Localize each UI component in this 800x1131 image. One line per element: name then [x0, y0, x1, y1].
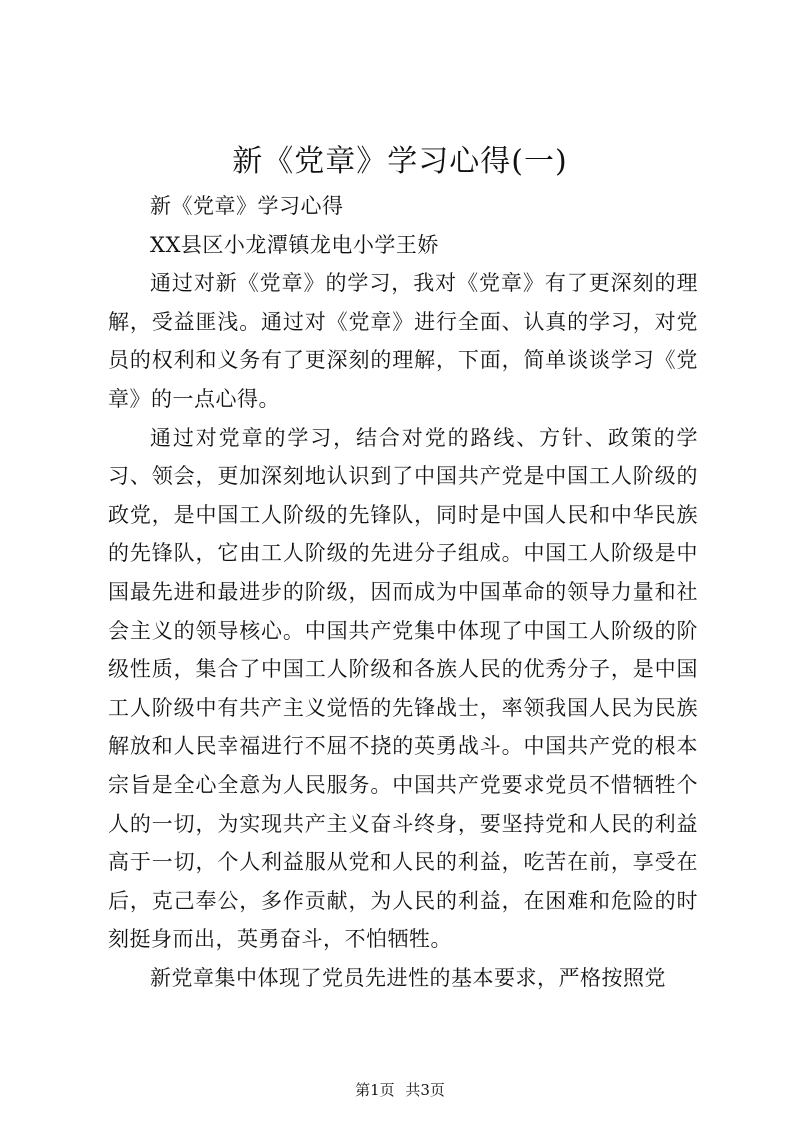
paragraph-subtitle: 新《党章》学习心得 [150, 194, 344, 218]
paragraph-continued: 新党章集中体现了党员先进性的基本要求，严格按照党 [150, 965, 666, 990]
page-footer [0, 1080, 800, 1100]
paragraph-main: 通过对党章的学习，结合对党的路线、方针、政策的学习、领会，更加深刻地认识到了中国共产党是中国工人阶级的政党，是中国工人阶级的先锋队，同时是中国人民和中华民族的先锋队，它由工人阶级的先进分子组成。中国工人阶级是中国最先进和最进步的阶级，因而成为中国革命的领导力量和社会主义的领导核心。中国共产党集中体现了中国工人阶级的阶级性质，集合了中国工人阶级和各族人民的优秀分子，是中国工人阶级中有共产主义觉悟的先锋战士，率领我国人民为民族解放和人民幸福进行不屈不挠的英勇战斗。中国共产党的根本宗旨是全心全意为人民服务。中国共产党要求党员不惜牺牲个人的一切，为实现共产主义奋斗终身，要坚持党和人民的利益高于一切，个人利益服从党和人民的利益，吃苦在前，享受在后，克己奉公，多作贡献，为人民的利益，在困难和危险的时刻挺身而出，英勇奋斗，不怕牺牲。 [108, 425, 698, 952]
document-body [108, 187, 698, 997]
document-title: 新《党章》学习心得(一) [232, 144, 568, 179]
page-total: 共3页 [405, 1081, 445, 1099]
page-number: 第1页 [355, 1081, 395, 1099]
paragraph-intro: 通过对新《党章》的学习，我对《党章》有了更深刻的理解，受益匪浅。通过对《党章》进行全面、认真的学习，对党员的权利和义务有了更深刻的理解，下面，简单谈谈学习《党章》的一点心得。 [108, 271, 698, 411]
paragraph-author: XX县区小龙潭镇龙电小学王娇 [150, 232, 439, 257]
